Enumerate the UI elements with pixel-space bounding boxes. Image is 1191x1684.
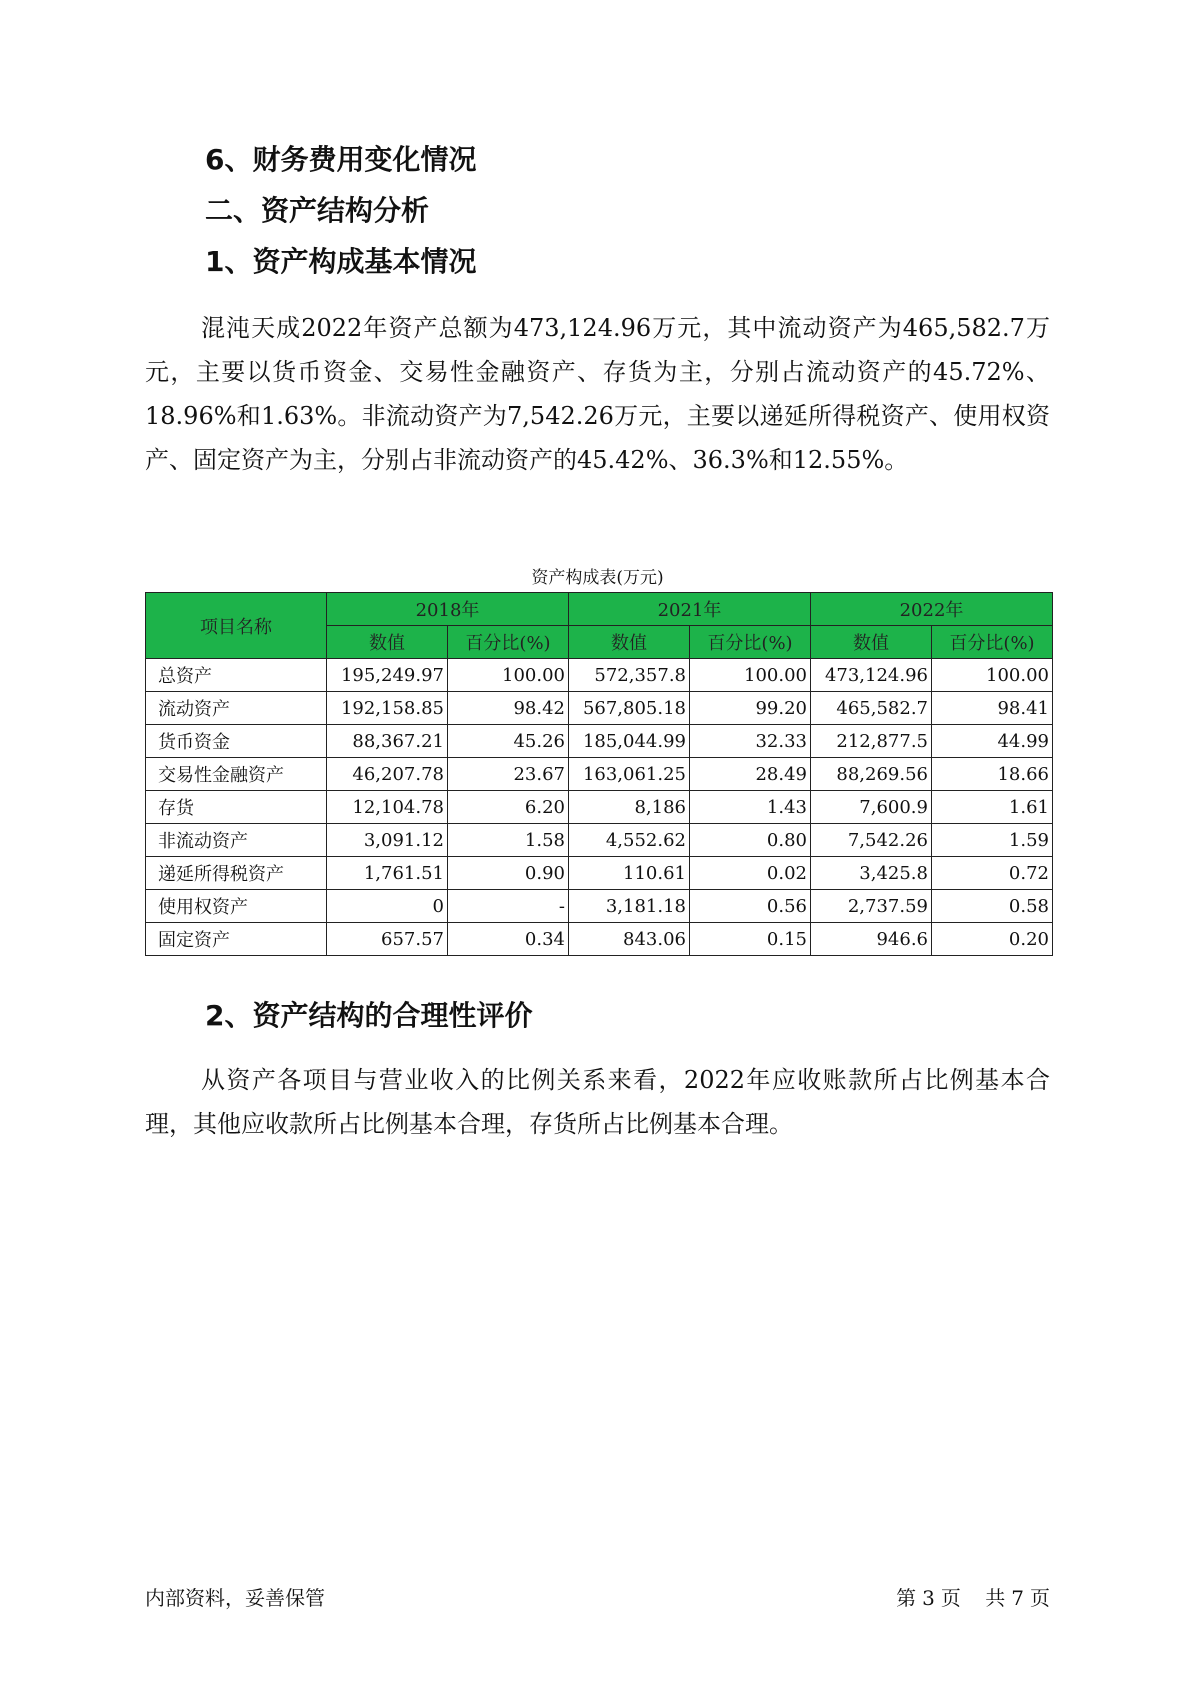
cell-percent: 0.34: [448, 923, 569, 956]
cell-value: 0: [327, 890, 448, 923]
header-percent: 百分比(%): [690, 626, 811, 659]
cell-percent: -: [448, 890, 569, 923]
cell-value: 185,044.99: [569, 725, 690, 758]
cell-value: 3,425.8: [811, 857, 932, 890]
cell-percent: 6.20: [448, 791, 569, 824]
cell-value: 12,104.78: [327, 791, 448, 824]
cell-value: 212,877.5: [811, 725, 932, 758]
cell-value: 88,269.56: [811, 758, 932, 791]
cell-value: 46,207.78: [327, 758, 448, 791]
cell-percent: 0.80: [690, 824, 811, 857]
cell-percent: 0.02: [690, 857, 811, 890]
cell-value: 843.06: [569, 923, 690, 956]
cell-percent: 1.59: [932, 824, 1053, 857]
cell-percent: 0.58: [932, 890, 1053, 923]
cell-percent: 0.15: [690, 923, 811, 956]
row-item-name: 固定资产: [146, 923, 327, 956]
table-row: [146, 857, 1053, 890]
cell-value: 195,249.97: [327, 659, 448, 692]
header-year-2021: 2021年: [569, 593, 811, 626]
table-row: [146, 824, 1053, 857]
header-year-2022: 2022年: [811, 593, 1053, 626]
cell-percent: 98.41: [932, 692, 1053, 725]
cell-value: 192,158.85: [327, 692, 448, 725]
heading-financial-expense: 6、财务费用变化情况: [205, 143, 477, 176]
cell-percent: 0.90: [448, 857, 569, 890]
cell-percent: 23.67: [448, 758, 569, 791]
cell-percent: 0.56: [690, 890, 811, 923]
cell-value: 88,367.21: [327, 725, 448, 758]
cell-value: 946.6: [811, 923, 932, 956]
cell-percent: 100.00: [932, 659, 1053, 692]
paragraph-structure-evaluation: 从资产各项目与营业收入的比例关系来看，2022年应收账款所占比例基本合理，其他应收款所占比例基本合理，存货所占比例基本合理。: [145, 1066, 1050, 1138]
cell-value: 8,186: [569, 791, 690, 824]
row-item-name: 非流动资产: [146, 824, 327, 857]
header-value: 数值: [811, 626, 932, 659]
row-item-name: 使用权资产: [146, 890, 327, 923]
cell-percent: 0.20: [932, 923, 1053, 956]
header-value: 数值: [327, 626, 448, 659]
page-label: 第: [896, 1586, 917, 1610]
cell-value: 110.61: [569, 857, 690, 890]
header-percent: 百分比(%): [448, 626, 569, 659]
cell-percent: 1.61: [932, 791, 1053, 824]
heading-structure-evaluation: 2、资产结构的合理性评价: [205, 999, 533, 1032]
page-num: 3: [922, 1586, 935, 1610]
cell-percent: 45.26: [448, 725, 569, 758]
row-item-name: 流动资产: [146, 692, 327, 725]
cell-value: 7,542.26: [811, 824, 932, 857]
cell-value: 473,124.96: [811, 659, 932, 692]
cell-value: 567,805.18: [569, 692, 690, 725]
cell-value: 4,552.62: [569, 824, 690, 857]
page-unit: 页: [940, 1586, 961, 1610]
asset-composition-table: [145, 592, 1053, 956]
header-value: 数值: [569, 626, 690, 659]
cell-percent: 98.42: [448, 692, 569, 725]
table-row: [146, 890, 1053, 923]
cell-percent: 100.00: [448, 659, 569, 692]
row-item-name: 交易性金融资产: [146, 758, 327, 791]
cell-percent: 1.58: [448, 824, 569, 857]
cell-value: 3,181.18: [569, 890, 690, 923]
cell-value: 2,737.59: [811, 890, 932, 923]
table-row: [146, 923, 1053, 956]
row-item-name: 货币资金: [146, 725, 327, 758]
cell-value: 1,761.51: [327, 857, 448, 890]
total-num: 7: [1011, 1586, 1024, 1610]
cell-percent: 99.20: [690, 692, 811, 725]
header-item-name: 项目名称: [146, 593, 327, 659]
cell-percent: 18.66: [932, 758, 1053, 791]
table-row: [146, 725, 1053, 758]
row-item-name: 总资产: [146, 659, 327, 692]
table-row: [146, 659, 1053, 692]
cell-percent: 0.72: [932, 857, 1053, 890]
table-caption: 资产构成表(万元): [531, 568, 664, 588]
cell-percent: 44.99: [932, 725, 1053, 758]
cell-value: 572,357.8: [569, 659, 690, 692]
table-row: [146, 791, 1053, 824]
table-row: [146, 758, 1053, 791]
table-body: [146, 659, 1053, 956]
paragraph-asset-composition: 混沌天成2022年资产总额为473,124.96万元，其中流动资产为465,582.7万元，主要以货币资金、交易性金融资产、存货为主，分别占流动资产的45.72%、18.96%和1.63%。非流动资产为7,542.26万元，主要以递延所得税资产、使用权资产、固定资产为主，分别占非流动资产的45.42%、36.3%和12.55%。: [145, 314, 1050, 474]
footer-page-number: [890, 1582, 1050, 1611]
heading-asset-composition: 1、资产构成基本情况: [205, 245, 477, 278]
cell-percent: 1.43: [690, 791, 811, 824]
cell-value: 465,582.7: [811, 692, 932, 725]
footer-confidential-note: 内部资料，妥善保管: [145, 1586, 325, 1610]
cell-value: 657.57: [327, 923, 448, 956]
cell-percent: 32.33: [690, 725, 811, 758]
cell-percent: 28.49: [690, 758, 811, 791]
row-item-name: 存货: [146, 791, 327, 824]
heading-asset-structure-analysis: 二、资产结构分析: [205, 194, 430, 227]
cell-value: 7,600.9: [811, 791, 932, 824]
table-row: [146, 692, 1053, 725]
header-percent: 百分比(%): [932, 626, 1053, 659]
total-label: 共: [985, 1586, 1006, 1610]
row-item-name: 递延所得税资产: [146, 857, 327, 890]
cell-value: 3,091.12: [327, 824, 448, 857]
header-year-2018: 2018年: [327, 593, 569, 626]
total-unit: 页: [1030, 1586, 1050, 1610]
cell-value: 163,061.25: [569, 758, 690, 791]
cell-percent: 100.00: [690, 659, 811, 692]
